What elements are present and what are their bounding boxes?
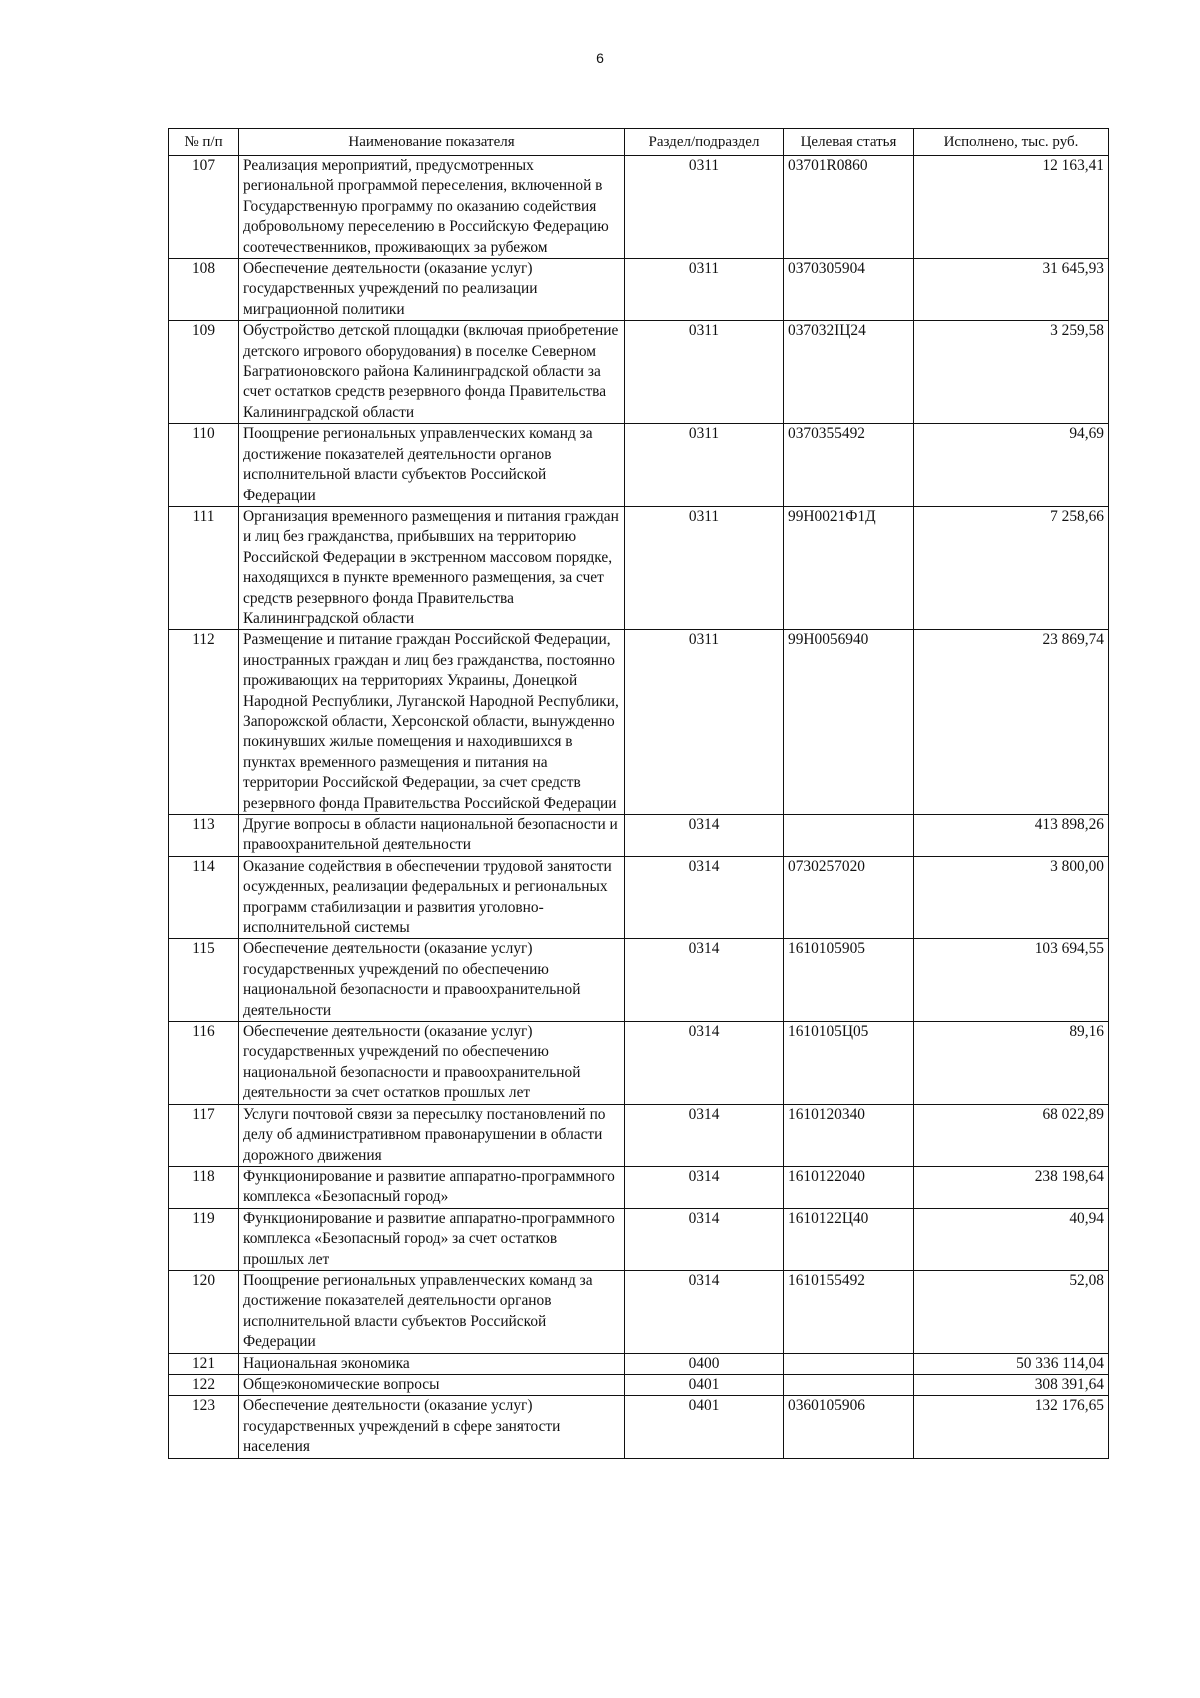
- row-section: 0314: [625, 1166, 784, 1208]
- table-row: [169, 939, 1109, 1022]
- row-section: 0311: [625, 424, 784, 507]
- row-section: 0311: [625, 156, 784, 259]
- row-section: 0314: [625, 1208, 784, 1270]
- row-target: 1610105905: [784, 939, 914, 1022]
- row-num: 113: [169, 815, 239, 857]
- row-target: 1610105Ц05: [784, 1022, 914, 1105]
- row-amount: 52,08: [914, 1270, 1109, 1353]
- row-num: 123: [169, 1396, 239, 1458]
- table-row: [169, 1104, 1109, 1166]
- header-num: № п/п: [169, 129, 239, 156]
- row-section: 0314: [625, 1104, 784, 1166]
- row-num: 120: [169, 1270, 239, 1353]
- row-name: Поощрение региональных управленческих команд за достижение показателей деятельности органов исполнительной власти субъектов Российской Федерации: [239, 1270, 625, 1353]
- table-row: [169, 1353, 1109, 1374]
- row-amount: 308 391,64: [914, 1374, 1109, 1395]
- row-target: 0360105906: [784, 1396, 914, 1458]
- header-section: Раздел/подраздел: [625, 129, 784, 156]
- row-num: 116: [169, 1022, 239, 1105]
- row-num: 108: [169, 259, 239, 321]
- row-section: 0314: [625, 1270, 784, 1353]
- row-section: 0314: [625, 856, 784, 939]
- row-target: 03701R0860: [784, 156, 914, 259]
- row-amount: 132 176,65: [914, 1396, 1109, 1458]
- row-name: Обеспечение деятельности (оказание услуг) государственных учреждений по обеспечению национальной безопасности и правоохранительной деятельности: [239, 939, 625, 1022]
- row-amount: 3 800,00: [914, 856, 1109, 939]
- row-amount: 103 694,55: [914, 939, 1109, 1022]
- row-target: 037032IЦ24: [784, 321, 914, 424]
- row-name: Другие вопросы в области национальной безопасности и правоохранительной деятельности: [239, 815, 625, 857]
- row-num: 119: [169, 1208, 239, 1270]
- row-target: 0730257020: [784, 856, 914, 939]
- row-amount: 94,69: [914, 424, 1109, 507]
- row-target: [784, 815, 914, 857]
- row-name: Поощрение региональных управленческих команд за достижение показателей деятельности органов исполнительной власти субъектов Российской Федерации: [239, 424, 625, 507]
- row-amount: 31 645,93: [914, 259, 1109, 321]
- row-target: 0370355492: [784, 424, 914, 507]
- table-row: [169, 424, 1109, 507]
- row-amount: 3 259,58: [914, 321, 1109, 424]
- row-name: Обеспечение деятельности (оказание услуг) государственных учреждений по обеспечению национальной безопасности и правоохранительной деятельности за счет остатков прошлых лет: [239, 1022, 625, 1105]
- table-row: [169, 1208, 1109, 1270]
- row-name: Обеспечение деятельности (оказание услуг) государственных учреждений по реализации миграционной политики: [239, 259, 625, 321]
- table-row: [169, 506, 1109, 629]
- row-target: 0370305904: [784, 259, 914, 321]
- row-amount: 7 258,66: [914, 506, 1109, 629]
- row-amount: 238 198,64: [914, 1166, 1109, 1208]
- row-num: 122: [169, 1374, 239, 1395]
- row-name: Функционирование и развитие аппаратно-программного комплекса «Безопасный город» за счет остатков прошлых лет: [239, 1208, 625, 1270]
- row-section: 0400: [625, 1353, 784, 1374]
- row-num: 114: [169, 856, 239, 939]
- row-amount: 50 336 114,04: [914, 1353, 1109, 1374]
- row-name: Реализация мероприятий, предусмотренных региональной программой переселения, включенной в Государственную программу по оказанию содействия добровольному переселению в Российскую Федерацию соотечественников, проживающих за рубежом: [239, 156, 625, 259]
- row-name: Обеспечение деятельности (оказание услуг) государственных учреждений в сфере занятости населения: [239, 1396, 625, 1458]
- table-row: [169, 1270, 1109, 1353]
- row-amount: 413 898,26: [914, 815, 1109, 857]
- row-amount: 23 869,74: [914, 630, 1109, 815]
- row-num: 118: [169, 1166, 239, 1208]
- row-target: 1610122040: [784, 1166, 914, 1208]
- row-target: [784, 1374, 914, 1395]
- row-target: 1610155492: [784, 1270, 914, 1353]
- row-name: Организация временного размещения и питания граждан и лиц без гражданства, прибывших на территорию Российской Федерации в экстренном массовом порядке, находящихся в пункте временного размещения, за счет средств резервного фонда Правительства Калининградской области: [239, 506, 625, 629]
- row-num: 111: [169, 506, 239, 629]
- row-num: 121: [169, 1353, 239, 1374]
- row-num: 117: [169, 1104, 239, 1166]
- row-section: 0401: [625, 1396, 784, 1458]
- row-amount: 12 163,41: [914, 156, 1109, 259]
- row-section: 0311: [625, 506, 784, 629]
- row-name: Национальная экономика: [239, 1353, 625, 1374]
- header-name: Наименование показателя: [239, 129, 625, 156]
- budget-table: [168, 128, 1109, 1459]
- row-name: Функционирование и развитие аппаратно-программного комплекса «Безопасный город»: [239, 1166, 625, 1208]
- table-row: [169, 156, 1109, 259]
- row-num: 110: [169, 424, 239, 507]
- table-row: [169, 1166, 1109, 1208]
- table-row: [169, 321, 1109, 424]
- row-amount: 68 022,89: [914, 1104, 1109, 1166]
- row-section: 0311: [625, 321, 784, 424]
- row-section: 0401: [625, 1374, 784, 1395]
- table-header-row: [169, 129, 1109, 156]
- row-section: 0314: [625, 1022, 784, 1105]
- row-num: 112: [169, 630, 239, 815]
- row-num: 109: [169, 321, 239, 424]
- table-row: [169, 1374, 1109, 1395]
- row-section: 0314: [625, 939, 784, 1022]
- row-section: 0311: [625, 259, 784, 321]
- table-row: [169, 1022, 1109, 1105]
- header-target: Целевая статья: [784, 129, 914, 156]
- table-row: [169, 1396, 1109, 1458]
- row-name: Общеэкономические вопросы: [239, 1374, 625, 1395]
- row-amount: 89,16: [914, 1022, 1109, 1105]
- row-name: Услуги почтовой связи за пересылку постановлений по делу об административном правонарушении в области дорожного движения: [239, 1104, 625, 1166]
- table-row: [169, 815, 1109, 857]
- row-amount: 40,94: [914, 1208, 1109, 1270]
- row-name: Размещение и питание граждан Российской Федерации, иностранных граждан и лиц без гражданства, постоянно проживающих на территориях Украины, Донецкой Народной Республики, Луганской Народной Республики, Запорожской области, Херсонской области, вынужденно покинувших жилые помещения и находившихся в пунктах временного размещения и питания на территории Российской Федерации, за счет средств резервного фонда Правительства Российской Федерации: [239, 630, 625, 815]
- row-num: 107: [169, 156, 239, 259]
- row-target: [784, 1353, 914, 1374]
- header-amount: Исполнено, тыс. руб.: [914, 129, 1109, 156]
- row-num: 115: [169, 939, 239, 1022]
- row-target: 1610122Ц40: [784, 1208, 914, 1270]
- page-number: 6: [596, 50, 604, 66]
- row-section: 0314: [625, 815, 784, 857]
- row-name: Оказание содействия в обеспечении трудовой занятости осужденных, реализации федеральных и региональных программ стабилизации и развития уголовно-исполнительной системы: [239, 856, 625, 939]
- table-row: [169, 259, 1109, 321]
- row-target: 99Н0021Ф1Д: [784, 506, 914, 629]
- row-target: 1610120340: [784, 1104, 914, 1166]
- table-row: [169, 630, 1109, 815]
- row-name: Обустройство детской площадки (включая приобретение детского игрового оборудования) в поселке Северном Багратионовского района Калининградской области за счет остатков средств резервного фонда Правительства Калининградской области: [239, 321, 625, 424]
- table-row: [169, 856, 1109, 939]
- row-target: 99Н0056940: [784, 630, 914, 815]
- row-section: 0311: [625, 630, 784, 815]
